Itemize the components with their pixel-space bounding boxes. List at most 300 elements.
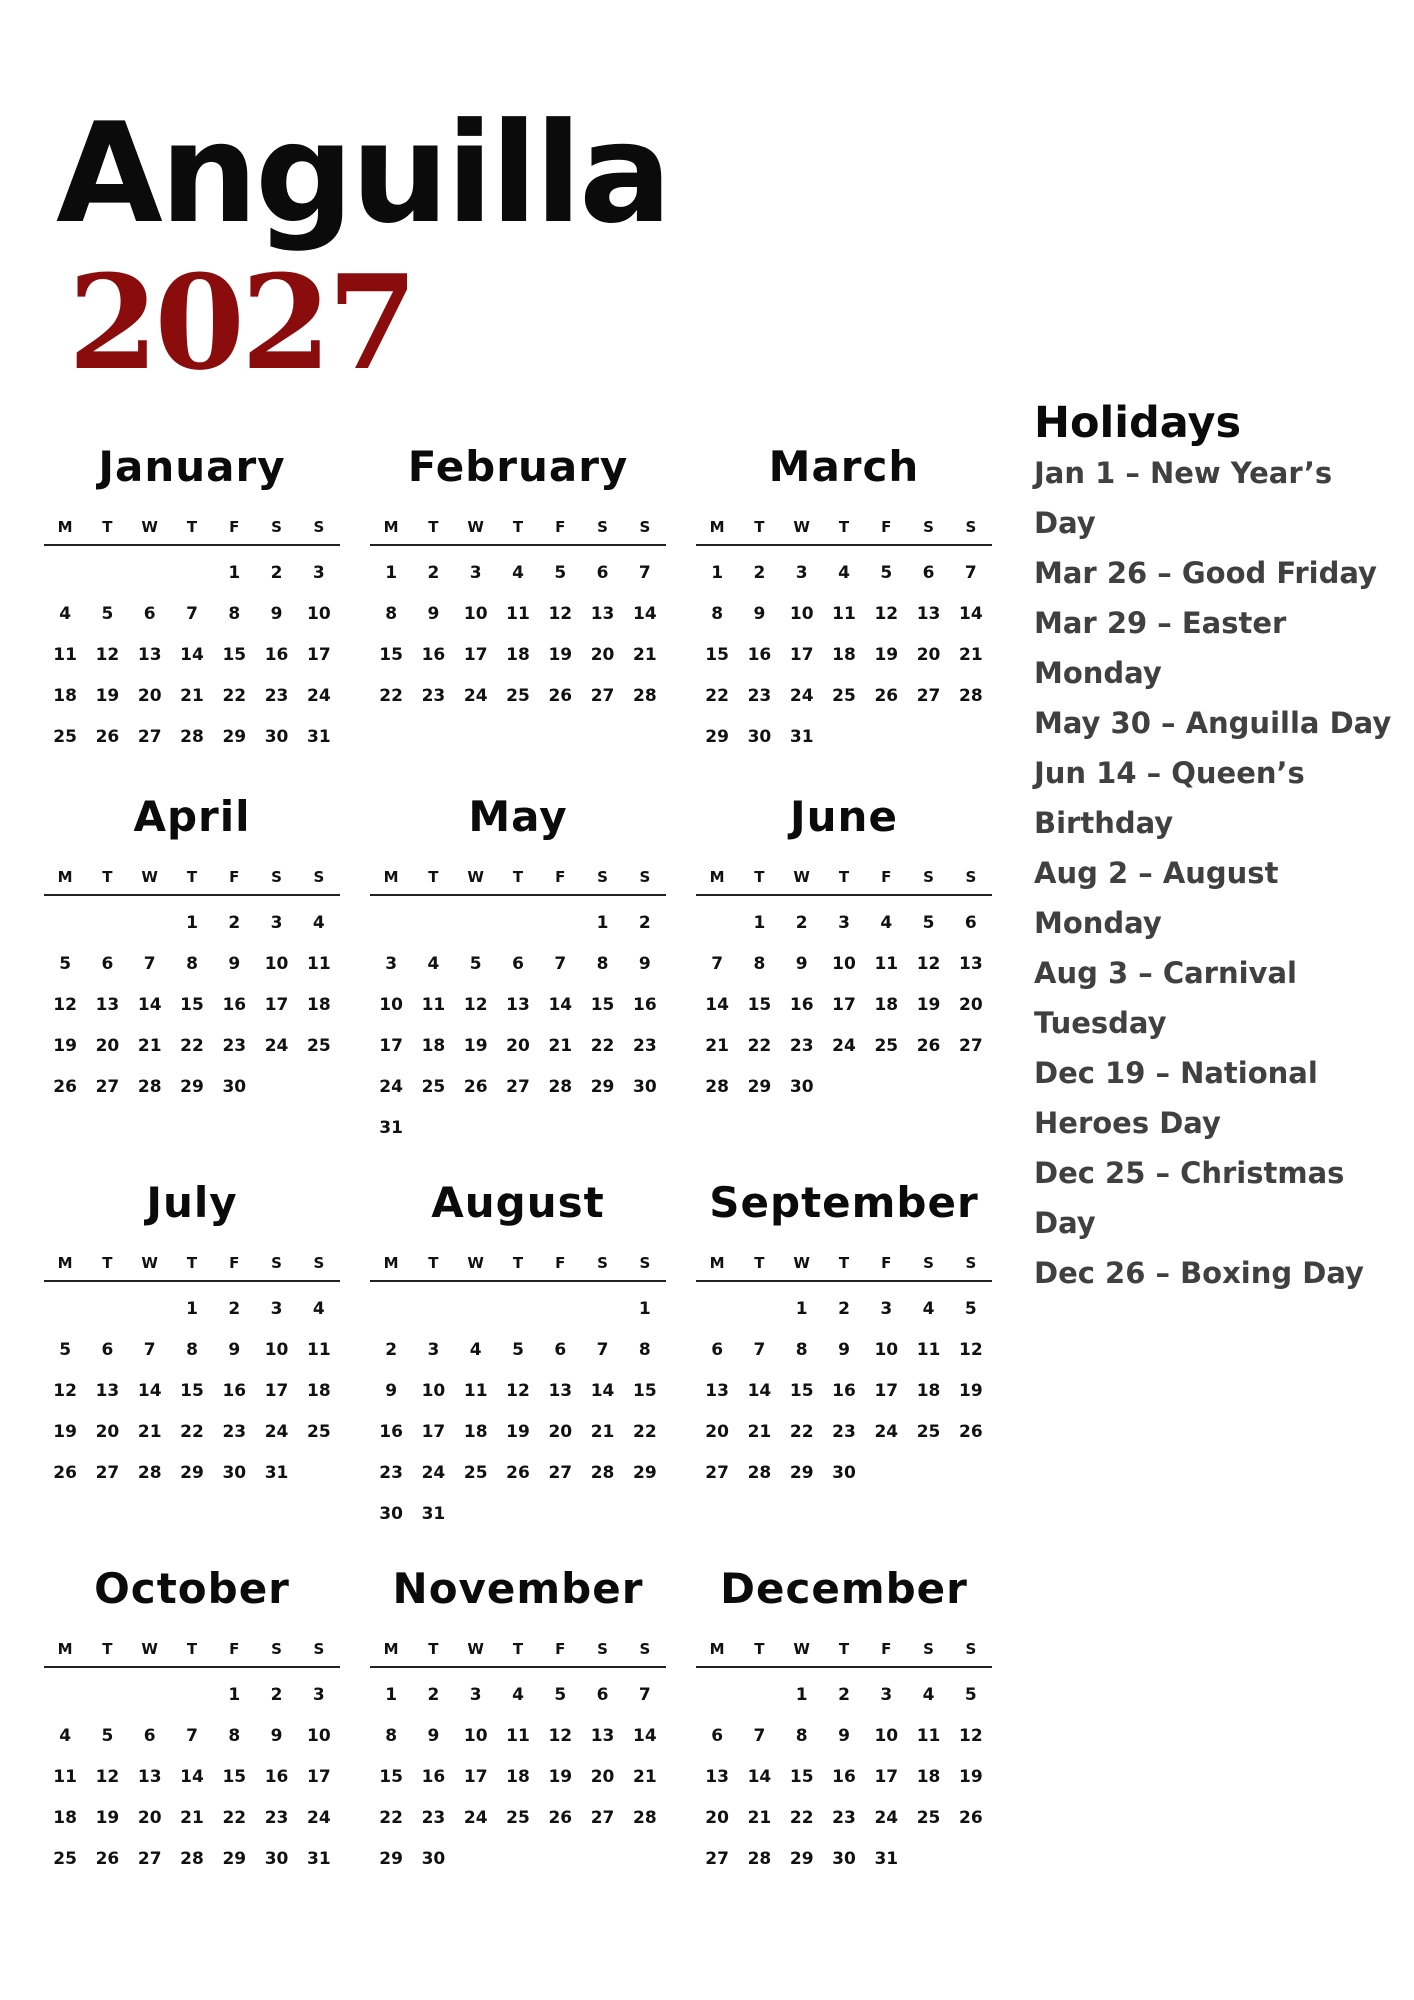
day-cell: 27	[506, 1076, 530, 1097]
day-cell: 14	[137, 994, 162, 1015]
day-cell: 28	[137, 1076, 162, 1097]
day-cell: 17	[264, 994, 289, 1015]
day-cell: 13	[95, 994, 120, 1015]
day-cell: 30	[832, 1848, 856, 1869]
day-cell: 29	[180, 1462, 204, 1483]
weekday-header	[44, 860, 340, 896]
month-name: March	[768, 442, 920, 491]
day-cell: 9	[795, 953, 808, 974]
weekday-label: T	[102, 1640, 113, 1658]
day-cell: 30	[264, 1848, 289, 1869]
day-cell: 5	[922, 912, 935, 933]
day-cell: 25	[506, 1807, 530, 1828]
day-cell: 20	[590, 1766, 615, 1787]
day-cell: 20	[590, 644, 615, 665]
day-cell: 17	[874, 1380, 899, 1401]
day-cell: 7	[596, 1339, 609, 1360]
day-cell: 10	[789, 603, 814, 624]
day-cell: 20	[137, 1807, 162, 1828]
weekday-label: W	[141, 1640, 158, 1658]
day-cell: 9	[228, 1339, 241, 1360]
day-cell: 21	[747, 1807, 772, 1828]
weekday-label: T	[186, 518, 198, 536]
day-cell: 22	[705, 685, 729, 706]
day-cell: 11	[53, 1766, 77, 1787]
day-cell: 8	[795, 1725, 808, 1746]
weekday-label: F	[881, 868, 892, 886]
day-cell: 3	[312, 562, 325, 583]
day-cell: 6	[922, 562, 935, 583]
day-cell: 5	[512, 1339, 524, 1360]
day-cell: 28	[747, 1848, 772, 1869]
weekday-label: M	[57, 1254, 73, 1272]
day-cell: 26	[874, 685, 899, 706]
day-cell: 26	[916, 1035, 941, 1056]
day-cell: 7	[143, 953, 156, 974]
calendar-title: Anguilla	[56, 93, 670, 254]
day-cell: 31	[264, 1462, 289, 1483]
day-cell: 16	[633, 994, 657, 1015]
day-cell: 22	[789, 1421, 814, 1442]
day-cell: 27	[705, 1462, 729, 1483]
day-cell: 20	[137, 685, 162, 706]
month-name: August	[431, 1178, 605, 1227]
day-cell: 18	[421, 1035, 446, 1056]
day-cell: 13	[506, 994, 530, 1015]
weekday-label: T	[428, 1640, 439, 1658]
day-cell: 3	[270, 1298, 283, 1319]
day-cell: 1	[596, 912, 609, 933]
day-cell: 24	[463, 685, 488, 706]
weekday-label: M	[709, 1254, 725, 1272]
day-cell: 11	[916, 1339, 941, 1360]
day-cell: 18	[832, 644, 856, 665]
weekday-label: F	[881, 1254, 892, 1272]
weekday-label: S	[597, 1640, 608, 1658]
day-cell: 28	[180, 726, 204, 747]
day-cell: 4	[512, 1684, 524, 1705]
day-cell: 18	[53, 685, 77, 706]
day-cell: 11	[53, 644, 77, 665]
day-cell: 6	[711, 1725, 724, 1746]
day-cell: 27	[137, 1848, 162, 1869]
weekday-label: S	[313, 868, 325, 886]
holiday-item: Dec 25 – Christmas Day	[1034, 1156, 1345, 1240]
day-cell: 13	[705, 1380, 729, 1401]
day-cell: 3	[795, 562, 808, 583]
day-cell: 21	[959, 644, 983, 665]
day-cell: 22	[747, 1035, 772, 1056]
day-cell: 14	[633, 603, 657, 624]
month-september	[696, 1172, 992, 1542]
day-cell: 25	[463, 1462, 488, 1483]
day-cell: 1	[711, 562, 724, 583]
day-cell: 5	[554, 562, 567, 583]
day-cell: 14	[633, 1725, 657, 1746]
weekday-label: W	[467, 1254, 484, 1272]
day-cell: 4	[312, 912, 325, 933]
day-cell: 18	[916, 1380, 941, 1401]
day-cell: 31	[379, 1117, 403, 1138]
day-cell: 19	[959, 1766, 983, 1787]
day-cell: 16	[379, 1421, 403, 1442]
day-cell: 30	[222, 1462, 247, 1483]
day-cell: 24	[463, 1807, 488, 1828]
day-cell: 13	[137, 1766, 162, 1787]
day-cell: 1	[228, 1684, 241, 1705]
day-cell: 24	[874, 1421, 899, 1442]
day-cell: 25	[506, 685, 530, 706]
day-cell: 11	[506, 603, 530, 624]
day-cell: 16	[264, 1766, 289, 1787]
weekday-label: F	[229, 868, 240, 886]
weekday-label: S	[313, 518, 325, 536]
day-cell: 9	[638, 953, 651, 974]
weekday-label: W	[141, 868, 158, 886]
holidays-title: Holidays	[1034, 398, 1242, 448]
weekday-header	[44, 510, 340, 546]
weekday-label: W	[467, 518, 484, 536]
weekday-label: T	[838, 1640, 850, 1658]
day-cell: 14	[137, 1380, 162, 1401]
day-cell: 21	[747, 1421, 772, 1442]
day-cell: 13	[916, 603, 941, 624]
weekday-label: S	[923, 518, 934, 536]
day-cell: 23	[222, 1421, 247, 1442]
day-cell: 19	[548, 1766, 573, 1787]
weekday-label: T	[838, 518, 850, 536]
weekday-header	[44, 1246, 340, 1282]
day-cell: 16	[832, 1766, 856, 1787]
day-cell: 16	[222, 994, 247, 1015]
weekday-label: F	[881, 518, 892, 536]
weekday-label: F	[555, 1640, 566, 1658]
day-cell: 27	[916, 685, 941, 706]
day-cell: 4	[59, 603, 72, 624]
weekday-label: M	[57, 518, 73, 536]
day-cell: 24	[264, 1035, 289, 1056]
day-cell: 31	[307, 1848, 331, 1869]
day-cell: 24	[789, 685, 814, 706]
day-cell: 9	[753, 603, 766, 624]
day-cell: 2	[270, 1684, 283, 1705]
month-july	[44, 1172, 340, 1542]
weekday-label: F	[229, 1640, 240, 1658]
day-cell: 11	[307, 953, 331, 974]
weekday-label: W	[793, 1640, 810, 1658]
weekday-label: S	[965, 1640, 977, 1658]
day-cell: 21	[590, 1421, 615, 1442]
day-cell: 20	[959, 994, 983, 1015]
weekday-label: T	[428, 518, 439, 536]
weekday-label: F	[555, 868, 566, 886]
weekday-label: T	[428, 1254, 439, 1272]
day-cell: 17	[874, 1766, 899, 1787]
day-cell: 2	[838, 1298, 850, 1319]
day-cell: 14	[747, 1380, 772, 1401]
weekday-label: S	[271, 868, 282, 886]
weekday-header	[370, 510, 666, 546]
day-cell: 29	[705, 726, 729, 747]
day-cell: 30	[747, 726, 772, 747]
day-cell: 27	[590, 1807, 615, 1828]
weekday-label: F	[555, 1254, 566, 1272]
month-march	[696, 436, 992, 806]
day-cell: 7	[143, 1339, 156, 1360]
day-cell: 25	[916, 1421, 941, 1442]
day-cell: 24	[874, 1807, 899, 1828]
day-cell: 22	[633, 1421, 657, 1442]
month-january	[44, 436, 340, 806]
day-cell: 18	[506, 644, 530, 665]
day-cell: 8	[385, 1725, 398, 1746]
day-cell: 28	[633, 1807, 657, 1828]
day-cell: 29	[222, 726, 247, 747]
day-cell: 26	[959, 1807, 983, 1828]
day-cell: 5	[101, 1725, 114, 1746]
day-cell: 28	[633, 685, 657, 706]
day-cell: 18	[463, 1421, 488, 1442]
day-cell: 28	[590, 1462, 615, 1483]
day-cell: 6	[101, 953, 114, 974]
weekday-header	[44, 1632, 340, 1668]
day-cell: 8	[638, 1339, 651, 1360]
day-cell: 20	[705, 1807, 729, 1828]
day-cell: 7	[753, 1339, 766, 1360]
month-june	[696, 786, 992, 1156]
holiday-item: Aug 3 – Carnival Tuesday	[1034, 956, 1297, 1040]
weekday-label: M	[383, 1640, 399, 1658]
day-cell: 9	[270, 1725, 283, 1746]
day-cell: 19	[95, 685, 120, 706]
day-cell: 15	[180, 994, 204, 1015]
weekday-label: F	[229, 518, 240, 536]
day-cell: 5	[101, 603, 114, 624]
weekday-label: M	[383, 868, 399, 886]
weekday-header	[696, 860, 992, 896]
day-cell: 9	[385, 1380, 398, 1401]
day-cell: 20	[95, 1421, 120, 1442]
weekday-label: T	[512, 1640, 524, 1658]
day-cell: 17	[832, 994, 856, 1015]
weekday-header	[696, 1246, 992, 1282]
day-cell: 13	[548, 1380, 573, 1401]
day-cell: 6	[964, 912, 977, 933]
day-cell: 15	[789, 1766, 814, 1787]
weekday-label: S	[965, 518, 977, 536]
day-cell: 21	[137, 1421, 162, 1442]
day-cell: 26	[506, 1462, 530, 1483]
day-cell: 15	[705, 644, 729, 665]
day-cell: 30	[222, 1076, 247, 1097]
day-cell: 24	[264, 1421, 289, 1442]
weekday-label: M	[57, 1640, 73, 1658]
day-cell: 17	[379, 1035, 403, 1056]
day-cell: 10	[264, 953, 289, 974]
day-cell: 30	[421, 1848, 446, 1869]
day-cell: 4	[512, 562, 524, 583]
holiday-item: Mar 29 – Easter Monday	[1034, 606, 1287, 690]
month-name: June	[790, 792, 898, 841]
month-february	[370, 436, 666, 806]
day-cell: 9	[427, 603, 440, 624]
day-cell: 15	[379, 644, 403, 665]
weekday-label: W	[141, 518, 158, 536]
weekday-label: S	[965, 1254, 977, 1272]
day-cell: 8	[795, 1339, 808, 1360]
day-cell: 8	[186, 1339, 198, 1360]
day-cell: 11	[421, 994, 446, 1015]
weekday-label: T	[754, 518, 765, 536]
day-cell: 22	[789, 1807, 814, 1828]
day-cell: 6	[101, 1339, 114, 1360]
day-cell: 11	[463, 1380, 488, 1401]
holiday-item: Jan 1 – New Year’s Day	[1034, 456, 1333, 540]
weekday-label: W	[141, 1254, 158, 1272]
weekday-label: W	[793, 518, 810, 536]
month-april	[44, 786, 340, 1156]
day-cell: 1	[795, 1684, 808, 1705]
day-cell: 21	[705, 1035, 729, 1056]
day-cell: 31	[307, 726, 331, 747]
day-cell: 29	[222, 1848, 247, 1869]
holiday-item: Aug 2 – August Monday	[1034, 856, 1279, 940]
day-cell: 8	[596, 953, 609, 974]
day-cell: 12	[506, 1380, 530, 1401]
day-cell: 8	[711, 603, 724, 624]
day-cell: 27	[705, 1848, 729, 1869]
day-cell: 7	[638, 1684, 651, 1705]
day-cell: 16	[264, 644, 289, 665]
day-cell: 30	[633, 1076, 657, 1097]
day-cell: 29	[633, 1462, 657, 1483]
day-cell: 14	[180, 1766, 204, 1787]
day-cell: 7	[554, 953, 567, 974]
day-cell: 24	[832, 1035, 856, 1056]
weekday-label: T	[102, 518, 113, 536]
month-name: April	[133, 792, 251, 841]
day-cell: 16	[421, 1766, 446, 1787]
weekday-label: S	[597, 1254, 608, 1272]
day-cell: 21	[633, 644, 657, 665]
day-cell: 5	[554, 1684, 567, 1705]
weekday-label: T	[754, 868, 765, 886]
day-cell: 22	[222, 1807, 247, 1828]
weekday-label: S	[639, 1640, 651, 1658]
weekday-label: F	[881, 1640, 892, 1658]
day-cell: 23	[421, 685, 446, 706]
day-cell: 15	[789, 1380, 814, 1401]
day-cell: 3	[385, 953, 398, 974]
day-cell: 13	[705, 1766, 729, 1787]
day-cell: 15	[747, 994, 772, 1015]
day-cell: 25	[307, 1421, 331, 1442]
day-cell: 4	[59, 1725, 72, 1746]
day-cell: 19	[463, 1035, 488, 1056]
weekday-label: M	[383, 1254, 399, 1272]
day-cell: 21	[137, 1035, 162, 1056]
day-cell: 5	[880, 562, 893, 583]
holiday-item: Dec 26 – Boxing Day	[1034, 1256, 1364, 1290]
day-cell: 6	[596, 562, 609, 583]
day-cell: 26	[959, 1421, 983, 1442]
day-cell: 28	[747, 1462, 772, 1483]
weekday-label: T	[186, 868, 198, 886]
day-cell: 23	[789, 1035, 814, 1056]
day-cell: 2	[228, 912, 241, 933]
day-cell: 12	[95, 644, 120, 665]
day-cell: 24	[307, 685, 331, 706]
day-cell: 6	[512, 953, 524, 974]
weekday-label: S	[271, 1640, 282, 1658]
day-cell: 14	[180, 644, 204, 665]
day-cell: 6	[143, 1725, 156, 1746]
day-grid	[370, 1288, 666, 1534]
day-cell: 26	[53, 1076, 77, 1097]
month-august	[370, 1172, 666, 1542]
holiday-item: Dec 19 – National Heroes Day	[1034, 1056, 1318, 1140]
weekday-label: T	[838, 868, 850, 886]
day-cell: 26	[548, 685, 573, 706]
day-cell: 12	[53, 1380, 77, 1401]
weekday-label: S	[923, 1640, 934, 1658]
day-cell: 7	[964, 562, 977, 583]
day-cell: 14	[590, 1380, 615, 1401]
day-cell: 3	[469, 1684, 482, 1705]
day-cell: 23	[264, 685, 289, 706]
month-name: February	[407, 442, 629, 491]
day-cell: 22	[379, 685, 403, 706]
day-cell: 6	[596, 1684, 609, 1705]
month-name: October	[94, 1564, 290, 1613]
day-cell: 23	[747, 685, 772, 706]
day-cell: 5	[964, 1298, 977, 1319]
day-cell: 25	[874, 1035, 899, 1056]
day-cell: 10	[832, 953, 856, 974]
day-cell: 20	[506, 1035, 530, 1056]
day-cell: 23	[421, 1807, 446, 1828]
month-name: July	[146, 1178, 238, 1227]
weekday-label: M	[709, 868, 725, 886]
day-cell: 3	[270, 912, 283, 933]
day-cell: 15	[379, 1766, 403, 1787]
day-cell: 3	[880, 1684, 893, 1705]
day-cell: 12	[916, 953, 941, 974]
day-cell: 10	[874, 1725, 899, 1746]
day-cell: 20	[705, 1421, 729, 1442]
day-cell: 10	[874, 1339, 899, 1360]
weekday-label: S	[313, 1254, 325, 1272]
day-cell: 14	[705, 994, 729, 1015]
day-cell: 29	[789, 1462, 814, 1483]
weekday-label: S	[597, 868, 608, 886]
day-cell: 17	[307, 644, 331, 665]
month-november	[370, 1558, 666, 1928]
day-cell: 16	[222, 1380, 247, 1401]
day-cell: 26	[463, 1076, 488, 1097]
weekday-label: T	[102, 868, 113, 886]
day-cell: 4	[880, 912, 893, 933]
day-cell: 5	[964, 1684, 977, 1705]
day-cell: 10	[463, 1725, 488, 1746]
day-cell: 22	[180, 1035, 204, 1056]
day-cell: 26	[53, 1462, 77, 1483]
month-name: September	[709, 1178, 979, 1227]
day-cell: 11	[506, 1725, 530, 1746]
weekday-label: F	[555, 518, 566, 536]
day-cell: 30	[832, 1462, 856, 1483]
weekday-label: M	[57, 868, 73, 886]
